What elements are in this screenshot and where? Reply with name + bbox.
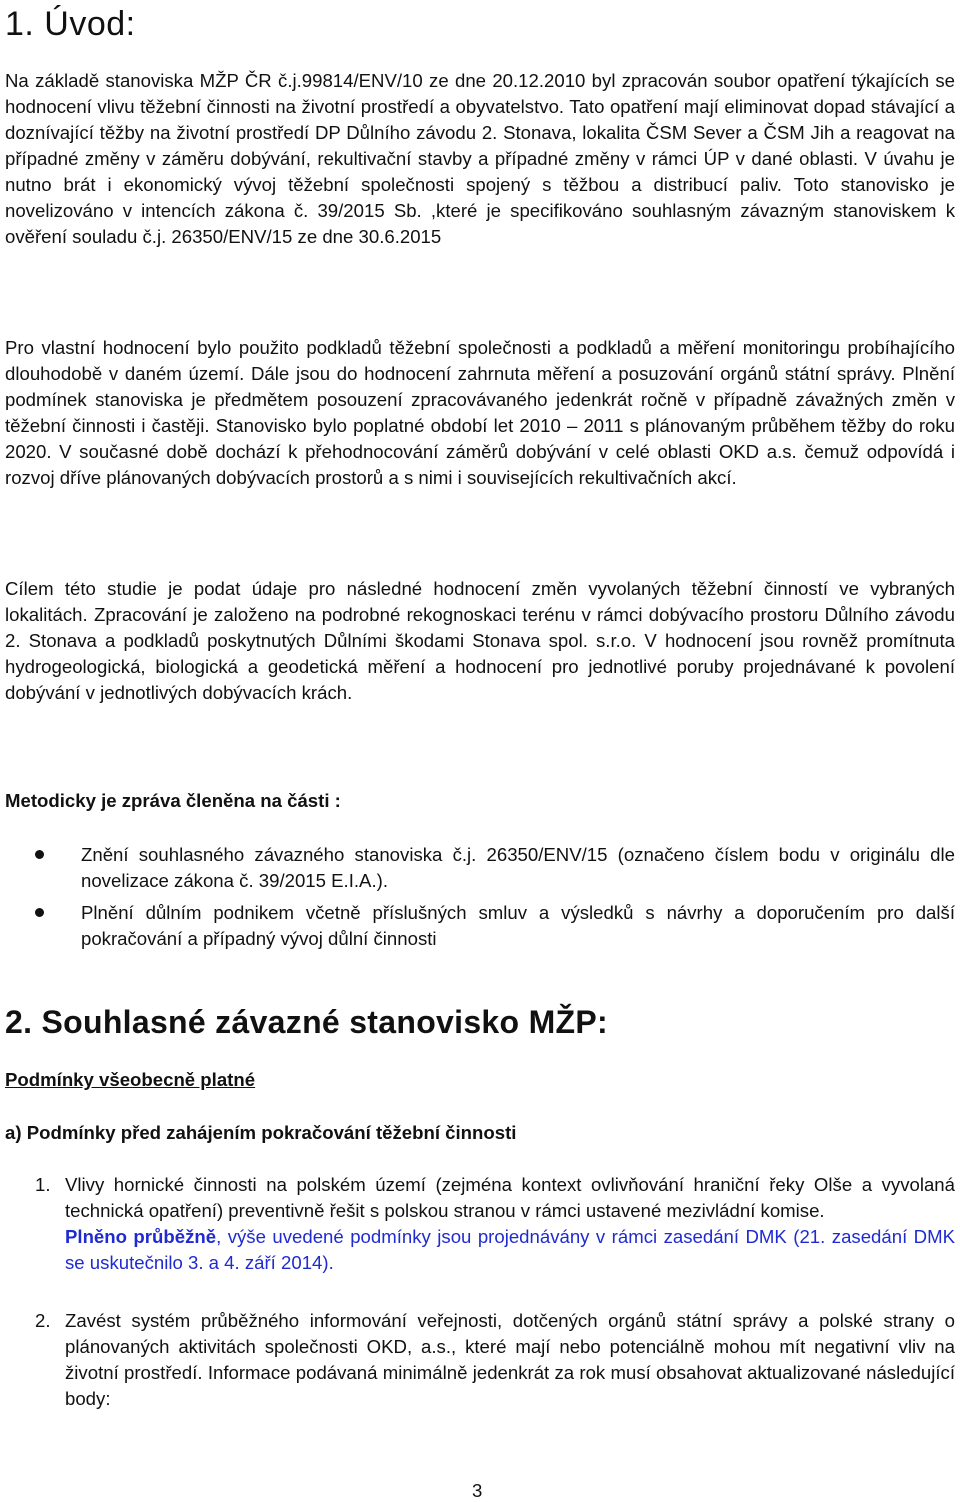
condition-number: 1.: [35, 1174, 51, 1195]
condition-item: [5, 1172, 955, 1276]
condition-text: Zavést systém průběžného informování veřejnosti, dotčených orgánů státní správy a polské strany o plánovaných aktivitách společnosti OKD, a.s., které mají nebo potenciálně mohou mít negativní vliv na životní prostředí. Informace podávaná minimálně jedenkrát za rok musí obsahovat aktualizované následující body:: [65, 1310, 955, 1409]
methodology-list: [5, 842, 955, 958]
list-item: [5, 842, 955, 894]
bullet-icon: [35, 908, 44, 917]
condition-number: 2.: [35, 1310, 51, 1331]
conditions-group-heading: a) Podmínky před zahájením pokračování těžební činnosti: [5, 1122, 517, 1143]
intro-paragraph-2: Pro vlastní hodnocení bylo použito podkladů těžební společnosti a podkladů a měření monitoringu probíhajícího dlouhodobě v daném území. Dále jsou do hodnocení zahrnuta měření a posuzování orgánů státní správy. Plnění podmínek stanoviska je předmětem posouzení zpracovávaného jedenkrát ročně v případně závažných změn v těžební činnosti i častěji. Stanovisko bylo poplatné období let 2010 – 2011 s plánovaným průběhem těžby do roku 2020. V současné době dochází k přehodnocování záměrů dobývání v celé oblasti OKD a.s. čemuž odpovídá i rozvoj dříve plánovaných dobývacích prostorů a s nimi i souvisejících rekultivačních akcí.: [5, 337, 955, 488]
fulfilment-note: [65, 1224, 955, 1276]
list-item: [5, 900, 955, 952]
conditions-list: [5, 1172, 955, 1412]
condition-text: Vlivy hornické činnosti na polském území (zejména kontext ovlivňování hraniční řeky Olše a vyvolaná technická opatření) preventivně řešit s polskou stranou v rámci ustavené mezivládní komise.: [65, 1174, 955, 1221]
intro-paragraph-1: Na základě stanoviska MŽP ČR č.j.99814/ENV/10 ze dne 20.12.2010 byl zpracován soubor opatření týkajících se hodnocení vlivu těžební činnosti na životní prostředí a obyvatelstvo. Tato opatření mají eliminovat dopad stávající a doznívající těžby na životní prostředí DP Důlního závodu 2. Stonava, lokalita ČSM Sever a ČSM Jih a reagovat na případné změny v záměru dobývání, rekultivační stavby a případné změny v rámci ÚP v dané oblasti. V úvahu je nutno brát i ekonomický vývoj těžební společnosti spojený s těžbou a distribucí paliv. Toto stanovisko je novelizováno v intencích zákona č. 39/2015 Sb. ,které je specifikováno souhlasným závazným stanoviskem k ověření souladu č.j. 26350/ENV/15 ze dne 30.6.2015: [5, 70, 955, 247]
section-1-heading: 1. Úvod:: [5, 5, 136, 43]
condition-item: [5, 1308, 955, 1412]
fulfilment-label: Plněno průběžně: [65, 1226, 217, 1247]
list-item-text: Znění souhlasného závazného stanoviska č.j. 26350/ENV/15 (označeno číslem bodu v originálu dle novelizace zákona č. 39/2015 E.I.A.).: [81, 844, 955, 891]
general-conditions-heading: Podmínky všeobecně platné: [5, 1069, 256, 1090]
methodology-heading: Metodicky je zpráva členěna na části :: [5, 790, 341, 811]
fulfilment-text: , výše uvedené podmínky jsou projednávány v rámci zasedání DMK (21. zasedání DMK se uskutečnilo 3. a 4. září 2014).: [65, 1226, 956, 1273]
list-item-text: Plnění důlním podnikem včetně příslušných smluv a výsledků s návrhy a doporučením pro další pokračování a případný vývoj důlní činnosti: [81, 902, 955, 949]
intro-paragraph-3: Cílem této studie je podat údaje pro následné hodnocení změn vyvolaných těžební činností ve vybraných lokalitách. Zpracování je založeno na podrobné rekognoskaci terénu v rámci dobývacího prostoru Důlního závodu 2. Stonava a podkladů poskytnutých Důlními škodami Stonava spol. s.r.o. V hodnocení jsou rovněž promítnuta hydrogeologická, biologická a geodetická měření a hodnocení pro jednotlivé poruby projednávané k povolení dobývání v jednotlivých dobývacích krách.: [5, 578, 955, 703]
section-2-heading: 2. Souhlasné závazné stanovisko MŽP:: [5, 1004, 608, 1040]
page-number: 3: [472, 1480, 483, 1501]
bullet-icon: [35, 850, 44, 859]
